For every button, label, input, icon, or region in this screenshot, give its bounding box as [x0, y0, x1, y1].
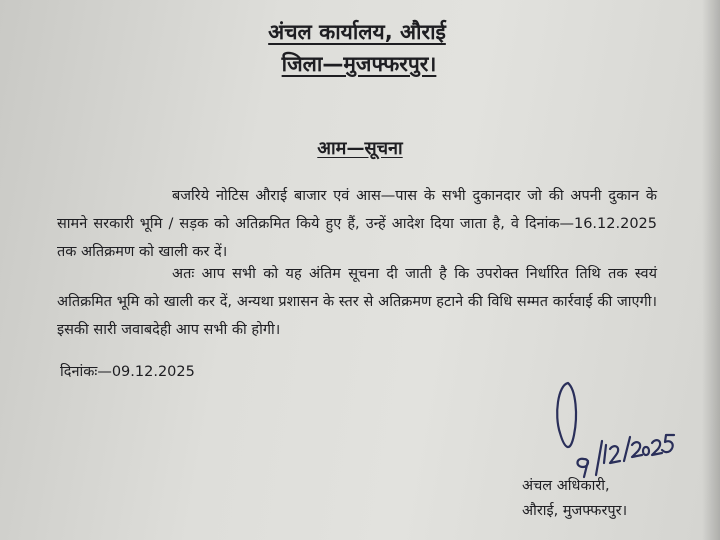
notice-title: आम—सूचना [317, 138, 403, 159]
signatory-location: औराई, मुजफ्फरपुर। [522, 503, 628, 519]
district-heading: जिला—मुजफ्फरपुर। [281, 52, 437, 76]
page-edge-shadow [702, 0, 720, 540]
notice-paragraph-2: अतः आप सभी को यह अंतिम सूचना दी जाती है कि उपरोक्त निर्धारित तिथि तक स्वयं अतिक्रमित भूमि को खाली कर दें, अन्यथा प्रशासन के स्तर से अतिक्रमण हटाने की विधि सम्मत कार्रवाई की जाएगी। इसकी सारी जवाबदेही आप सभी की होगी। [57, 266, 657, 338]
office-heading: अंचल कार्यालय, औराई [268, 20, 446, 44]
handwritten-signature [540, 375, 680, 485]
notice-date: दिनांकः—09.12.2025 [60, 364, 195, 380]
signatory-designation: अंचल अधिकारी, [522, 478, 610, 494]
signatory-block [522, 474, 627, 524]
notice-paragraph-1: बजरिये नोटिस औराई बाजार एवं आस—पास के सभी दुकानदार जो की अपनी दुकान के सामने सरकारी भूमि / सड़क को अतिक्रमित किये हुए हैं, उन्हें आदेश दिया जाता है, वे दिनांक—16.12.2025 तक अतिक्रमण को खाली कर दें। [57, 188, 657, 260]
